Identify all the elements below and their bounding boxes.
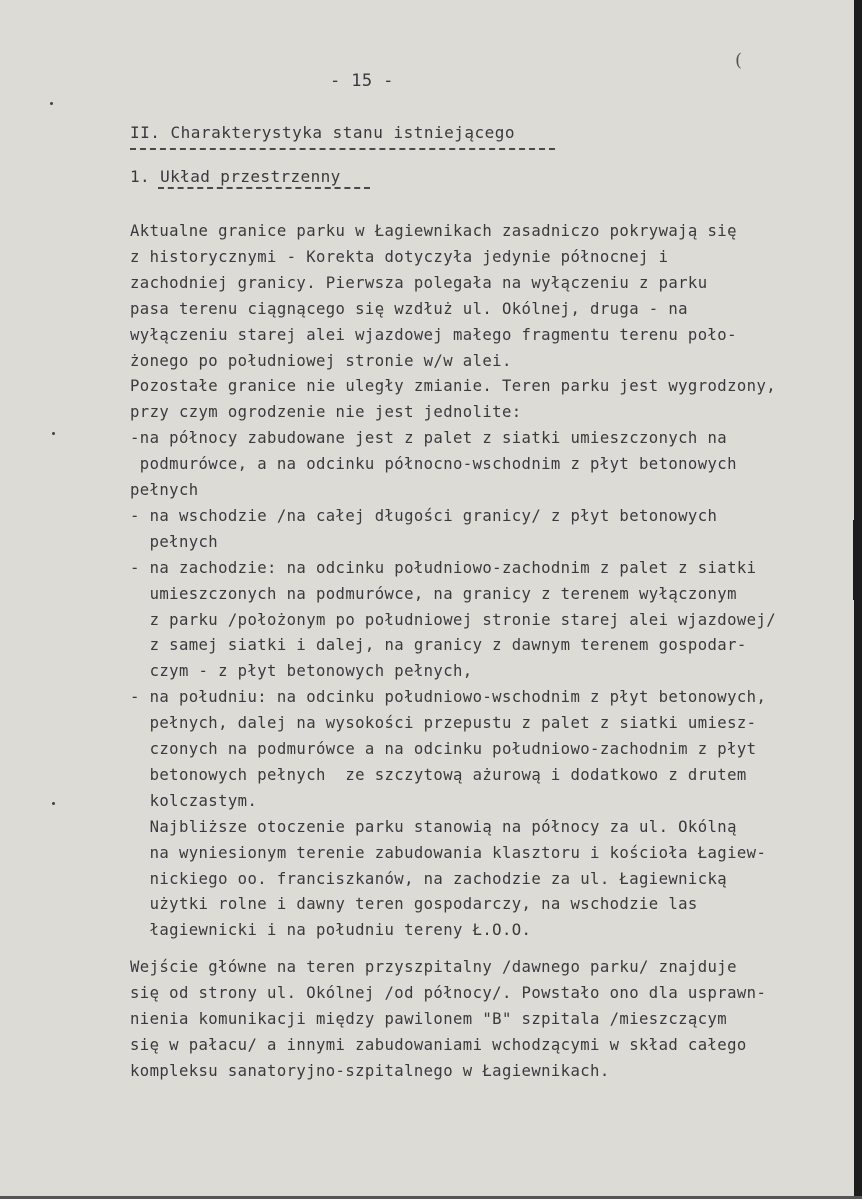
page-edge-mark (853, 520, 856, 600)
text-line: umieszczonych na podmurówce, na granicy z terenem wyłączonym (130, 584, 737, 603)
text-line: się w pałacu/ a innymi zabudowaniami wchodzącymi w skład całego (130, 1036, 747, 1054)
section-heading: II. Charakterystyka stanu istniejącego (130, 123, 516, 142)
text-line: użytki rolne i dawny teren gospodarczy, na wschodzie las (130, 895, 698, 914)
text-line: czonych na podmurówce a na odcinku południowo-zachodnim z płyt (130, 740, 757, 758)
text-line: przy czym ogrodzenie nie jest jednolite: (130, 403, 522, 422)
text-line: pasa terenu ciągnącego się wzdłuż ul. Okólnej, druga - na (130, 299, 688, 318)
section-heading-underline (130, 148, 555, 150)
text-line: zachodniej granicy. Pierwsza polegała na wyłączeniu z parku (130, 273, 708, 292)
subsection-heading: 1. Układ przestrzenny (130, 167, 341, 186)
text-line: czym - z płyt betonowych pełnych, (130, 662, 473, 681)
scan-speck (50, 102, 53, 105)
text-line: pełnych (130, 532, 219, 551)
subsection-heading-underline (158, 187, 370, 189)
text-line: Aktualne granice parku w Łagiewnikach zasadniczo pokrywają się (130, 222, 737, 240)
text-line: się od strony ul. Okólnej /od północy/. Powstało ono dla usprawn- (130, 984, 767, 1002)
text-line: pełnych (130, 481, 199, 499)
page-number: - 15 - (330, 71, 394, 91)
text-line: - na południu: na odcinku południowo-wschodnim z płyt betonowych, (130, 688, 767, 707)
text-line: - na zachodzie: na odcinku południowo-zachodnim z palet z siatki (130, 558, 757, 577)
text-line: pełnych, dalej na wysokości przepustu z palet z siatki umiesz- (130, 714, 757, 733)
text-line: na wyniesionym terenie zabudowania klasztoru i kościoła Łagiew- (130, 843, 767, 862)
text-line: Wejście główne na teren przyszpitalny /dawnego parku/ znajduje (130, 958, 737, 976)
text-line: żonego po południowej stronie w/w alei. (130, 351, 512, 370)
corner-mark: ( (735, 50, 743, 71)
text-line: podmurówce, a na odcinku północno-wschodnim z płyt betonowych (130, 455, 737, 474)
text-line: łagiewnicki i na południu tereny Ł.O.O. (130, 921, 532, 940)
scan-speck (52, 432, 55, 435)
scan-speck (52, 802, 55, 805)
text-line: z historycznymi - Korekta dotyczyła jedynie północnej i (130, 247, 669, 266)
text-line: nickiego oo. franciszkanów, na zachodzie za ul. Łagiewnicką (130, 869, 728, 888)
text-line: betonowych pełnych ze szczytową ażurową i dodatkowo z drutem (130, 765, 747, 784)
text-line: z parku /położonym po południowej stronie starej alei wjazdowej/ (130, 610, 777, 629)
text-line: Pozostałe granice nie uległy zmianie. Teren parku jest wygrodzony, (130, 377, 777, 396)
text-line: nienia komunikacji między pawilonem "B" szpitala /mieszczącym (130, 1010, 728, 1028)
text-line: kompleksu sanatoryjno-szpitalnego w Łagiewnikach. (130, 1062, 610, 1080)
text-line: -na północy zabudowane jest z palet z siatki umieszczonych na (130, 429, 728, 448)
text-line: Najbliższe otoczenie parku stanowią na północy za ul. Okólną (130, 817, 737, 836)
text-line: z samej siatki i dalej, na granicy z dawnym terenem gospodar- (130, 636, 747, 655)
text-line: kolczastym. (130, 791, 258, 810)
text-line: - na wschodzie /na całej długości granicy/ z płyt betonowych (130, 506, 718, 525)
text-line: wyłączeniu starej alei wjazdowej małego fragmentu terenu poło- (130, 325, 737, 344)
